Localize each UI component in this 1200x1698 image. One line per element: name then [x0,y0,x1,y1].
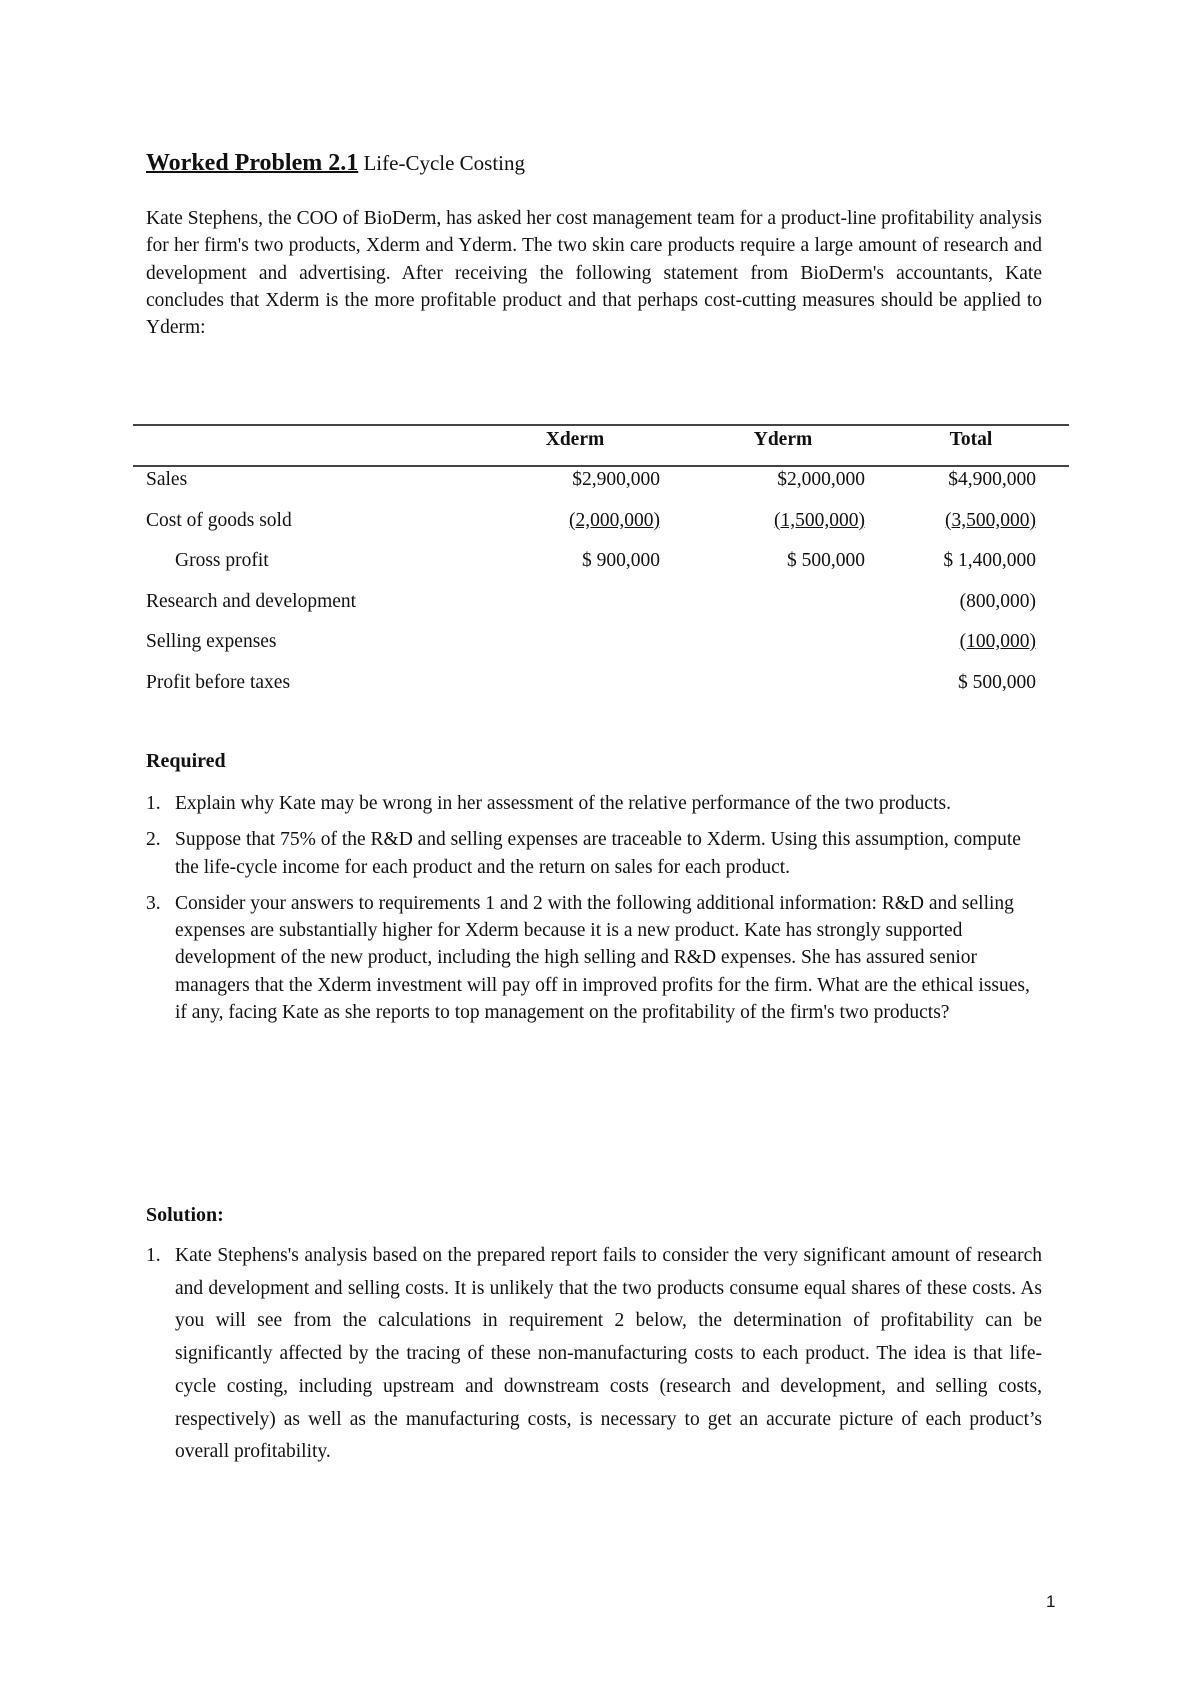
item-number: 2. [146,829,161,851]
item-text: Consider your answers to requirements 1 and 2 with the following additional information: R&D and selling expenses are substantially higher for Xderm because it is a new product. Kate has strongly supported development of the new product, including the high selling and R&D expenses. She has assured senior managers that the Xderm investment will pay off in improved profits for the firm. What are the ethical issues, if any, facing Kate as she reports to top management on the profitability of the firm's two products? [175,892,1030,1024]
item-number: 1. [146,1245,161,1266]
intro-paragraph: Kate Stephens, the COO of BioDerm, has asked her cost management team for a product-line profitability analysis for her firm's two products, Xderm and Yderm. The two skin care products require a large amount of research and development and advertising. After receiving the following statement from BioDerm's accountants, Kate concludes that Xderm is the more profitable product and that perhaps cost-cutting measures should be applied to Yderm: [146,208,1042,339]
cell-yderm: $ 500,000 [787,550,865,571]
table-row [133,591,1069,621]
row-label: Gross profit [175,550,269,571]
table-row [133,550,1069,580]
cell-yderm: (1,500,000) [774,510,865,531]
list-item [146,790,1042,817]
header-total: Total [949,429,993,450]
required-list [146,790,1042,1035]
solution-list [146,1240,1042,1469]
title-bold: Worked Problem 2.1 [146,150,359,176]
page-title [146,150,525,177]
cell-xderm: $2,900,000 [572,469,660,490]
cell-total: (3,500,000) [945,510,1036,531]
table-row [133,631,1069,661]
item-text: Explain why Kate may be wrong in her assessment of the relative performance of the two products. [175,793,951,814]
list-item [146,826,1042,881]
item-text: Suppose that 75% of the R&D and selling expenses are traceable to Xderm. Using this assumption, compute the life-cycle income for each product and the return on sales for each product. [175,829,1021,878]
cell-xderm: $ 900,000 [582,550,660,571]
cell-yderm: $2,000,000 [777,469,865,490]
item-number: 1. [146,793,161,814]
required-heading: Required [146,750,226,772]
solution-heading: Solution: [146,1204,224,1226]
list-item [146,1240,1042,1469]
row-label: Research and development [146,591,357,612]
row-label: Selling expenses [146,631,277,652]
table-header-row [133,429,1069,459]
item-text: Kate Stephens's analysis based on the prepared report fails to consider the very significant amount of research and development and selling costs. It is unlikely that the two products consume equal shares of these costs. As you will see from the calculations in requirement 2 below, the determination of profitability can be significantly affected by the tracing of these non-manufacturing costs to each product. The idea is that life-cycle costing, including upstream and downstream costs (research and development, and selling costs, respectively) as well as the manufacturing costs, is necessary to get an accurate picture of each product’s overall profitability. [175,1245,1042,1463]
cell-total: $ 1,400,000 [943,550,1036,571]
row-label: Sales [146,469,188,490]
table-row [133,510,1069,540]
item-number: 3. [146,892,161,914]
cell-total: (100,000) [959,631,1036,652]
header-yderm: Yderm [753,429,813,450]
table-top-rule [133,424,1069,426]
table-row [133,672,1069,702]
page-number: 1 [1046,1592,1056,1611]
title-subtitle: Life-Cycle Costing [363,151,526,175]
row-label: Profit before taxes [146,672,291,693]
table-row [133,469,1069,499]
cell-total: $4,900,000 [948,469,1036,490]
cell-total: $ 500,000 [958,672,1036,693]
cell-xderm: (2,000,000) [569,510,660,531]
row-label: Cost of goods sold [146,510,292,531]
cell-total: (800,000) [959,591,1036,612]
header-xderm: Xderm [545,429,605,450]
table-header-rule [133,465,1069,467]
list-item [146,890,1042,1026]
